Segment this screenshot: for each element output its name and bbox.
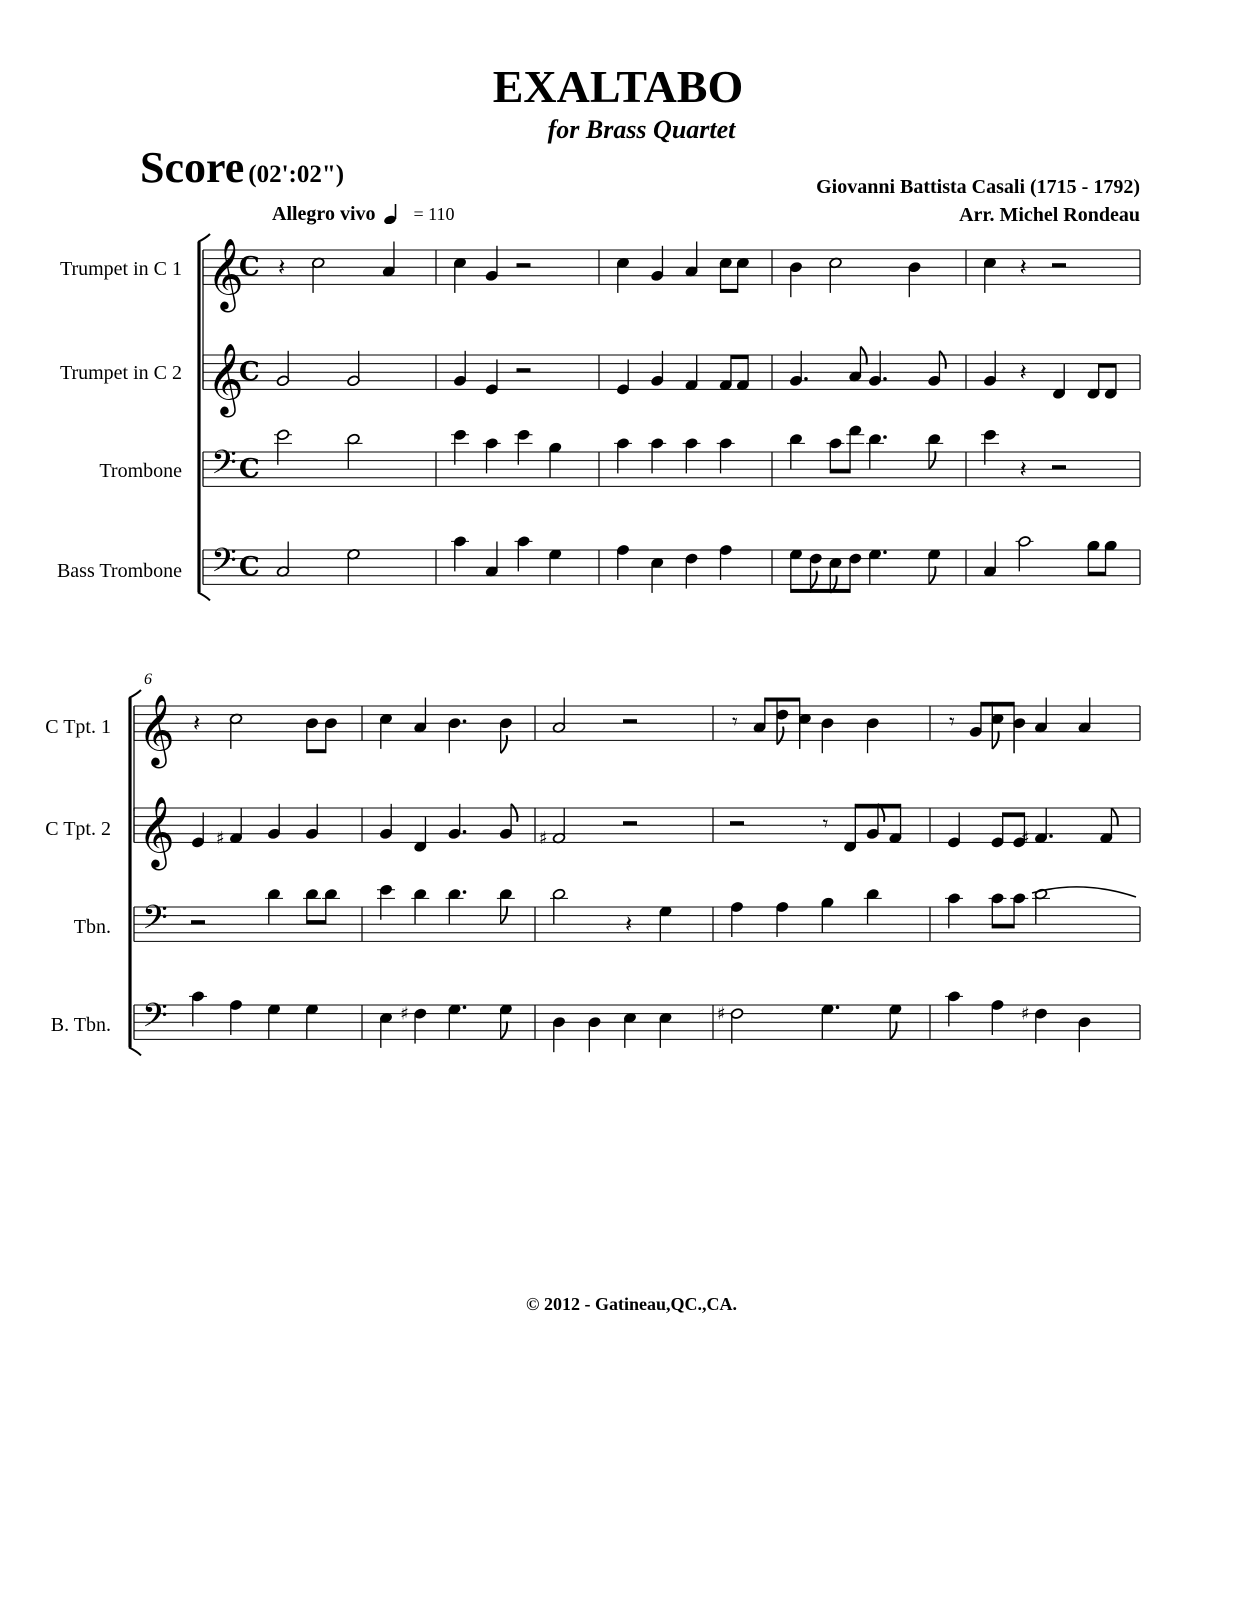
augmentation-dot [836,1006,840,1010]
time-signature: C [239,551,260,582]
note-beam [830,469,850,473]
quarter-rest: 𝄽 [193,709,201,738]
tie [1032,887,1136,897]
quarter-rest: 𝄽 [1019,253,1027,282]
bass-clef-icon: 𝄢 [211,443,237,490]
augmentation-dot [883,551,887,555]
bass-clef-icon: 𝄢 [142,898,168,945]
note-beam [791,589,850,593]
sharp-accidental: ♯ [216,828,225,850]
bracket-hook [198,592,210,600]
eighth-rest: 𝄾 [732,710,738,736]
half-rest [730,821,744,825]
duration-label: (02':02") [248,161,345,188]
augmentation-dot [463,719,467,723]
augmentation-dot [1049,834,1053,838]
augmentation-dot [463,830,467,834]
bass-clef-icon: 𝄢 [211,541,237,588]
copyright-notice: © 2012 - Gatineau,QC.,CA. [526,1294,737,1314]
instrument-label-trumpet-2-short: C Tpt. 2 [45,818,111,840]
bass-clef-icon: 𝄢 [142,996,168,1043]
score-subtitle: for Brass Quartet [547,115,736,144]
augmentation-dot [463,1006,467,1010]
note-beam [1088,572,1105,576]
instrument-label-trumpet-1-short: C Tpt. 1 [45,716,111,738]
treble-clef-icon: 𝄞 [207,341,244,415]
sharp-accidental: ♯ [717,1003,726,1025]
note-beam [731,355,748,359]
eighth-rest: 𝄾 [949,710,955,736]
arranger-credit: Arr. Michel Rondeau [959,204,1140,226]
augmentation-dot [883,377,887,381]
note-beam [765,698,800,702]
sharp-accidental: ♯ [539,828,548,850]
instrument-label-trumpet-2: Trumpet in C 2 [59,362,182,384]
half-rest [517,263,531,267]
augmentation-dot [804,377,808,381]
note-beam [307,749,326,753]
score-word: Score [140,143,245,192]
sharp-accidental: ♯ [400,1003,409,1025]
treble-clef-icon: 𝄞 [138,794,175,868]
instrument-label-bass-trombone-short: B. Tbn. [50,1014,111,1036]
augmentation-dot [463,890,467,894]
quarter-rest: 𝄽 [278,253,286,282]
time-signature: C [239,356,260,387]
treble-clef-icon: 𝄞 [207,236,244,310]
note-beam [981,702,1014,706]
note-flag [811,571,817,589]
note-flag [501,735,507,753]
half-rest [623,719,637,723]
half-rest [1052,465,1066,469]
bracket-hook [129,1047,141,1055]
note-beam [721,289,738,293]
note-beam [855,804,900,808]
time-signature: C [239,453,260,484]
tempo-text: Allegro vivo [272,203,376,225]
quarter-rest: 𝄽 [1019,358,1027,387]
note-beam [1003,812,1025,816]
instrument-label-bass-trombone: Bass Trombone [56,560,182,582]
sharp-accidental: ♯ [1021,828,1030,850]
measure-number: 6 [144,671,152,688]
half-rest [623,821,637,825]
treble-clef-icon: 𝄞 [138,692,175,766]
half-rest [517,368,531,372]
eighth-rest: 𝄾 [822,812,829,838]
sharp-accidental: ♯ [1021,1003,1030,1025]
instrument-label-trombone: Trombone [99,460,182,482]
score-title: EXALTABO [492,61,744,112]
composer-credit: Giovanni Battista Casali (1715 - 1792) [816,176,1140,198]
tempo-value: = 110 [413,204,455,224]
time-signature: C [239,251,260,282]
note-flag [939,351,945,369]
note-beam [992,924,1014,928]
instrument-label-trombone-short: Tbn. [73,916,111,938]
quarter-rest: 𝄽 [1019,455,1027,484]
instrument-label-trumpet-1: Trumpet in C 1 [59,258,182,280]
note-beam [307,920,326,924]
half-rest [191,920,205,924]
note-flag [511,804,517,822]
quarter-rest: 𝄽 [625,910,633,939]
half-rest [1052,263,1066,267]
note-beam [1099,364,1116,368]
augmentation-dot [883,435,887,439]
note-flag [777,727,783,745]
